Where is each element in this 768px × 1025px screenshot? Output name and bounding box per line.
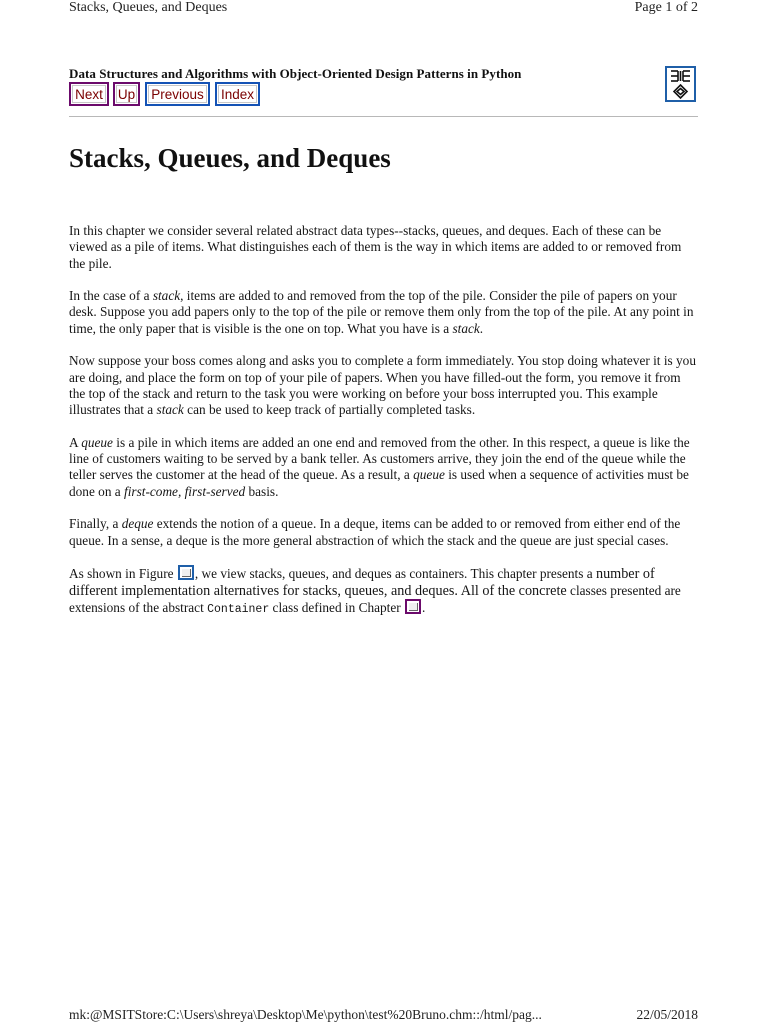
- header-divider: [69, 116, 698, 117]
- text-run: As shown in Figure: [69, 566, 177, 582]
- text-run: basis.: [245, 483, 279, 499]
- text-run: In the case of a: [69, 288, 153, 304]
- term-stack: stack: [156, 402, 184, 418]
- term-fcfs: first-come, first-served: [124, 483, 246, 499]
- paragraph-deque: [69, 516, 699, 549]
- code-container: Container: [207, 602, 270, 616]
- paragraph-stack: [69, 288, 699, 337]
- paragraph-containers: [69, 565, 699, 618]
- term-queue: queue: [81, 434, 113, 450]
- text-run: can be used to keep track of partially completed tasks.: [183, 402, 476, 418]
- chapter-body: [69, 223, 699, 634]
- chapter-reference-icon[interactable]: [405, 599, 421, 614]
- text-run: classes presented are extensions of the abstract: [69, 582, 681, 615]
- text-run: , we view stacks, queues, and deques as containers. This chapter presents a: [194, 566, 596, 582]
- index-button[interactable]: Index: [215, 82, 260, 106]
- term-stack: stack: [452, 320, 480, 336]
- text-run: number of different implementation alternatives for stacks, queues, and deques. All of the concrete: [69, 566, 655, 599]
- print-footer: [69, 1007, 698, 1025]
- text-run: .: [479, 320, 484, 336]
- term-queue: queue: [413, 467, 445, 483]
- book-logo-icon[interactable]: [665, 66, 696, 102]
- chapter-title: Stacks, Queues, and Deques: [69, 143, 391, 173]
- print-header-doc-title: Stacks, Queues, and Deques: [69, 0, 228, 15]
- text-run: .: [422, 599, 426, 615]
- print-footer-url: mk:@MSITStore:C:\Users\shreya\Desktop\Me\python\test%20Bruno.chm::/html/pag...: [69, 1007, 542, 1022]
- paragraph-intro: In this chapter we consider several related abstract data types--stacks, queues, and deques. Each of these can be viewed as a pile of items. What distinguishes each of them is the way in which items are added to or removed from the pile.: [69, 223, 682, 271]
- text-run: , items are added to and removed from the top of the pile. Consider the pile of papers on your desk. Suppose you add papers only to the top of the pile or remove them only from the top of the pile. At any point in time, the only paper that is visible is the one on top. What you have is a: [69, 288, 694, 336]
- up-button[interactable]: Up: [113, 82, 140, 106]
- book-logo-glyph: [667, 68, 694, 100]
- book-title: Data Structures and Algorithms with Object-Oriented Design Patterns in Python: [69, 66, 522, 81]
- text-run: class defined in Chapter: [269, 599, 405, 615]
- text-run: Now suppose your boss comes along and asks you to complete a form immediately. You stop doing whatever it is you are doing, and place the form on top of your pile of papers. When you have filled-out the form, you remove it from the top of the stack and return to the task you were working on before your boss interrupted you. This example illustrates that a: [69, 353, 696, 418]
- print-header-page-indicator: Page 1 of 2: [634, 0, 698, 15]
- text-run: A: [69, 434, 82, 450]
- print-header: [69, 0, 698, 18]
- next-button[interactable]: Next: [69, 82, 109, 106]
- term-deque: deque: [121, 516, 154, 532]
- print-footer-date: 22/05/2018: [636, 1007, 698, 1022]
- previous-button[interactable]: Previous: [145, 82, 210, 106]
- paragraph-boss-example: [69, 353, 699, 418]
- text-run: extends the notion of a queue. In a deque, items can be added to or removed from either end of the queue. In a sense, a deque is the more general abstraction of which the stack and the queue are just special cases.: [69, 516, 681, 548]
- text-run: is a pile in which items are added an one end and removed from the other. In this respect, a queue is like the line of customers waiting to be served by a bank teller. As customers arrive, they join the end of the queue while the teller serves the customer at the head of the queue. As a result, a: [69, 434, 690, 483]
- term-stack: stack: [152, 288, 181, 304]
- text-run: is used when a sequence of activities must be done on a: [69, 467, 689, 499]
- paragraph-queue: [69, 435, 699, 500]
- text-run: Finally, a: [69, 516, 122, 532]
- figure-reference-icon[interactable]: [178, 565, 194, 580]
